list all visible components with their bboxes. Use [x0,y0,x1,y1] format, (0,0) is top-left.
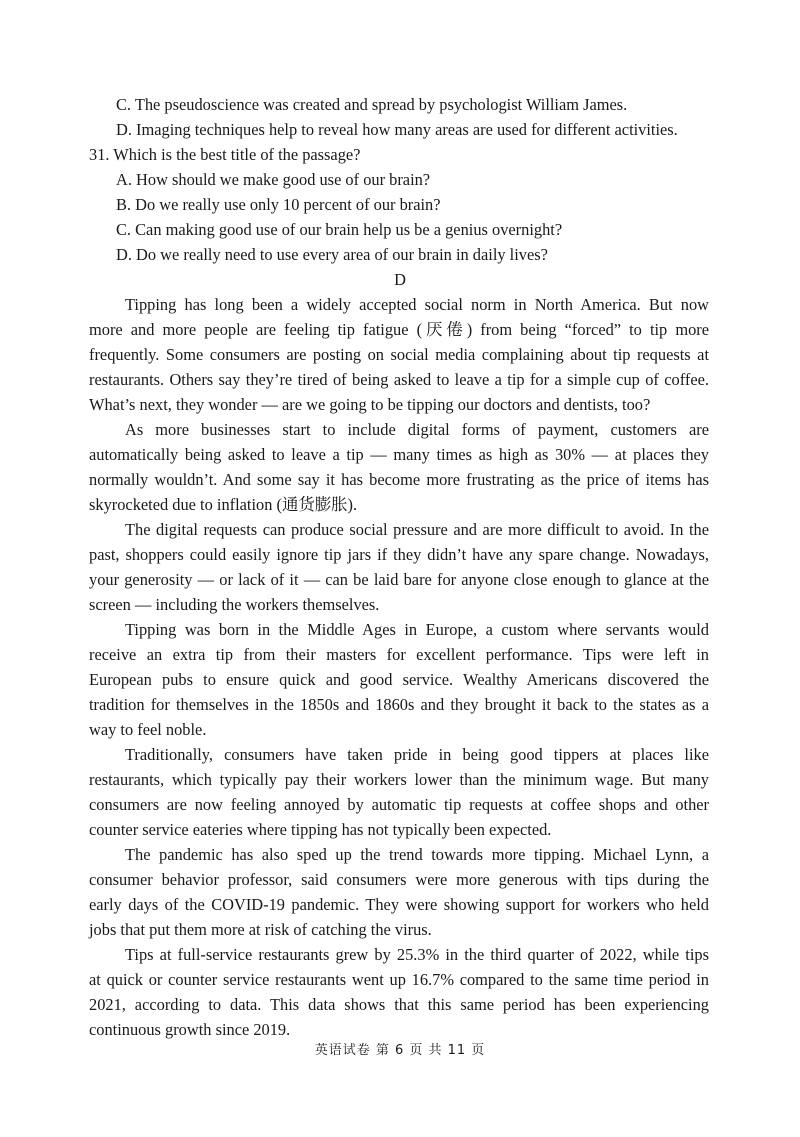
paragraph-line: way to feel noble. [89,720,207,739]
paragraph-3 [89,517,709,617]
paragraph-line: Tipping has long been a widely accepted social norm in North America. But now [125,295,709,314]
paragraph-line: consumer behavior professor, said consumers were more generous with tips during the [89,870,709,889]
paragraph-line: frequently. Some consumers are posting on social media complaining about tip requests at [89,345,709,364]
paragraph-line: restaurants, which typically pay their workers lower than the minimum wage. But many [89,770,709,789]
paragraph-line: Traditionally, consumers have taken pride in being good tippers at places like [125,745,709,764]
paragraph-line: What’s next, they wonder — are we going to be tipping our doctors and dentists, too? [89,395,651,414]
paragraph-line: receive an extra tip from their masters for excellent performance. Tips were left in [89,645,709,664]
q30-option-d: D. Imaging techniques help to reveal how many areas are used for different activities. [116,120,678,139]
paragraph-line: European pubs to ensure quick and good service. Wealthy Americans discovered the [89,670,709,689]
paragraph-line: screen — including the workers themselves. [89,595,380,614]
paragraph-line: continuous growth since 2019. [89,1020,291,1039]
q31-option-d: D. Do we really need to use every area of our brain in daily lives? [116,245,548,264]
paragraph-line: skyrocketed due to inflation (通货膨胀). [89,495,358,514]
q31-option-a: A. How should we make good use of our brain? [116,170,431,189]
q31-question: 31. Which is the best title of the passage? [89,145,361,164]
paragraph-4 [89,617,709,742]
q30-option-c: C. The pseudoscience was created and spread by psychologist William James. [116,95,628,114]
paragraph-line: jobs that put them more at risk of catching the virus. [89,920,432,939]
paragraph-line: tradition for themselves in the 1850s and 1860s and they brought it back to the states as a [89,695,709,714]
paragraph-line: at quick or counter service restaurants went up 16.7% compared to the same time period in [89,970,709,989]
q31-option-c: C. Can making good use of our brain help us be a genius overnight? [116,220,563,239]
paragraph-6 [89,842,709,942]
paragraph-line: your generosity — or lack of it — can be laid bare for anyone close enough to glance at the [89,570,709,589]
paragraph-line: Tips at full-service restaurants grew by 25.3% in the third quarter of 2022, while tips [125,945,709,964]
paragraph-line: counter service eateries where tipping has not typically been expected. [89,820,552,839]
paragraph-line: early days of the COVID-19 pandemic. They were showing support for workers who held [89,895,709,914]
paragraph-line: 2021, according to data. This data shows that this same period has been experiencing [89,995,709,1014]
paragraph-1 [89,292,709,417]
paragraph-line: As more businesses start to include digital forms of payment, customers are [125,420,709,439]
q31-option-b: B. Do we really use only 10 percent of our brain? [116,195,441,214]
paragraph-line: normally wouldn’t. And some say it has become more frustrating as the price of items has [89,470,709,489]
paragraph-line: more and more people are feeling tip fatigue (厌倦) from being “forced” to tip more [89,320,709,339]
paragraph-line: restaurants. Others say they’re tired of being asked to leave a tip for a simple cup of coffee. [89,370,709,389]
paragraph-2 [89,417,709,517]
paragraph-line: consumers are now feeling annoyed by automatic tip requests at coffee shops and other [89,795,709,814]
paragraph-5 [89,742,709,842]
page-footer: 英语试卷 第 6 页 共 11 页 [314,1043,486,1058]
paragraph-line: Tipping was born in the Middle Ages in Europe, a custom where servants would [125,620,709,639]
paragraph-line: The digital requests can produce social pressure and are more difficult to avoid. In the [125,520,709,539]
paragraph-7 [89,942,709,1042]
section-heading: D [394,270,406,289]
paragraph-line: The pandemic has also sped up the trend towards more tipping. Michael Lynn, a [125,845,709,864]
paragraph-line: automatically being asked to leave a tip — many times as high as 30% — at places they [89,445,709,464]
paragraph-line: past, shoppers could easily ignore tip jars if they didn’t have any spare change. Nowadays, [89,545,709,564]
